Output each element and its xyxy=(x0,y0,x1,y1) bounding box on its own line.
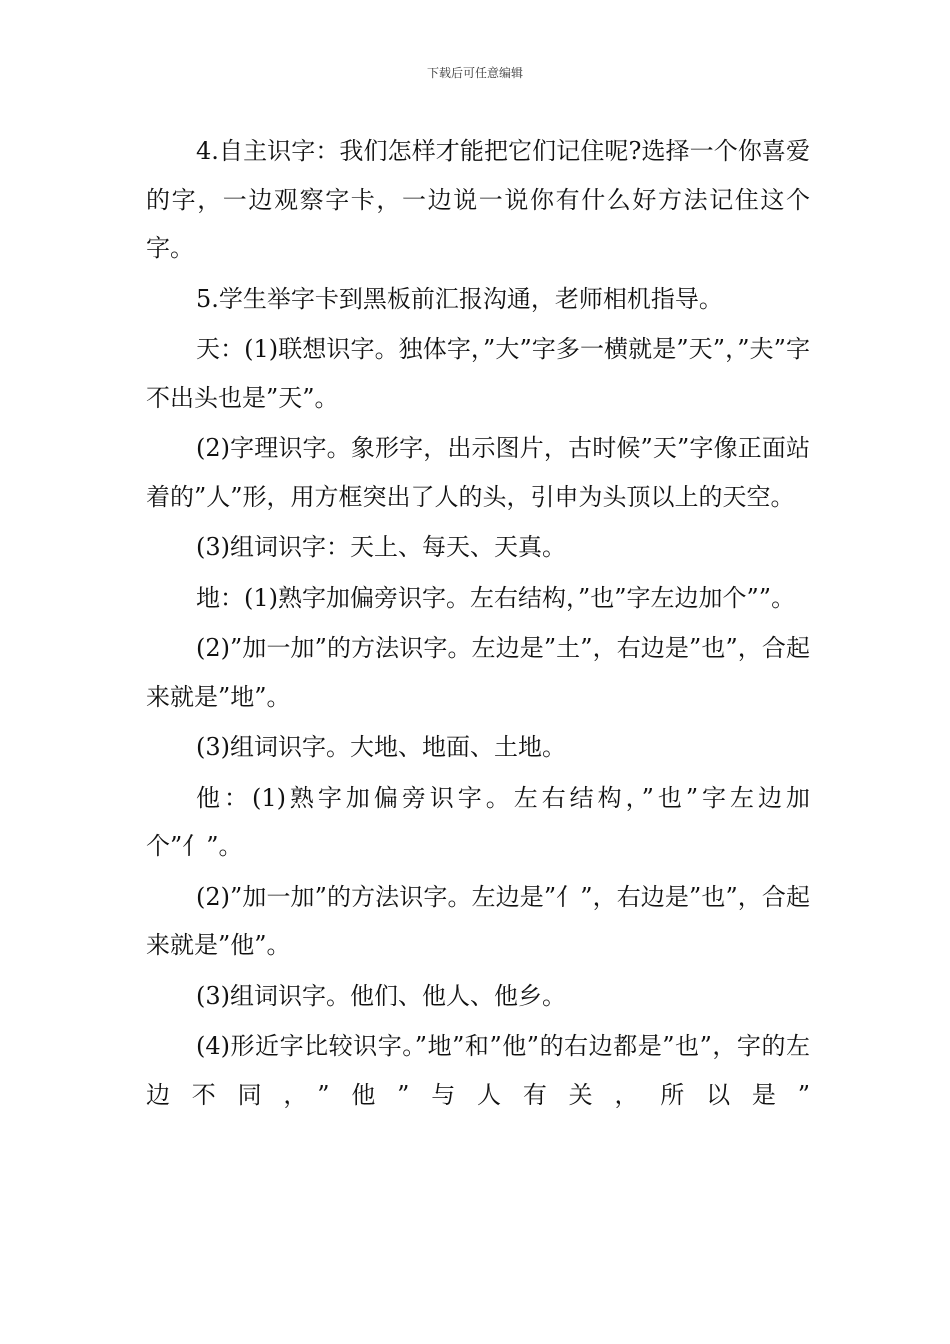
page-header: 下载后可任意编辑 xyxy=(426,66,523,80)
paragraph: (3)组词识字。大地、地面、土地。 xyxy=(196,733,566,761)
paragraph: (4)形近字比较识字。”地”和”他”的右边都是”也”，字的左边不同，”他”与人有关，所以是” xyxy=(146,1032,810,1109)
document-body xyxy=(146,127,810,1121)
paragraph: 天：(1)联想识字。独体字，”大”字多一横就是”天”，”夫”字不出头也是”天”。 xyxy=(146,335,810,412)
paragraph: 5.学生举字卡到黑板前汇报沟通，老师相机指导。 xyxy=(196,284,723,313)
paragraph: (3)组词识字。他们、他人、他乡。 xyxy=(196,981,566,1010)
paragraph: (2)”加一加”的方法识字。左边是”土”，右边是”也”，合起来就是”地”。 xyxy=(146,634,810,711)
paragraph: (3)组词识字：天上、每天、天真。 xyxy=(196,533,566,561)
paragraph: (2)”加一加”的方法识字。左边是”亻”，右边是”也”，合起来就是”他”。 xyxy=(146,882,810,959)
paragraph: 他：(1)熟字加偏旁识字。左右结构，”也”字左边加个”亻”。 xyxy=(146,783,810,860)
paragraph: 地：(1)熟字加偏旁识字。左右结构，”也”字左边加个””。 xyxy=(196,583,796,612)
paragraph: 4.自主识字：我们怎样才能把它们记住呢?选择一个你喜爱的字，一边观察字卡，一边说一说你有什么好方法记住这个字。 xyxy=(146,137,810,262)
paragraph: (2)字理识字。象形字，出示图片，古时候”天”字像正面站着的”人”形，用方框突出了人的头，引申为头顶以上的天空。 xyxy=(146,434,810,511)
